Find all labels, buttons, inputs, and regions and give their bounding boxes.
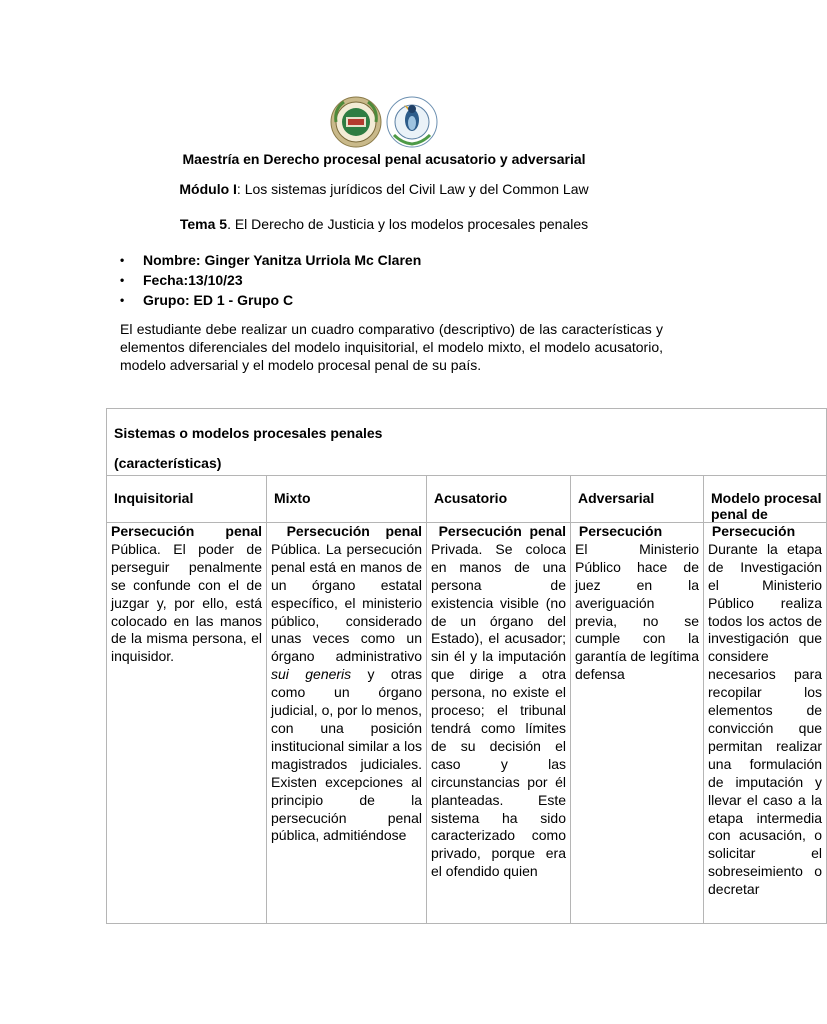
assignment-instructions: El estudiante debe realizar un cuadro comparativo (descriptivo) de las características y elementos diferenciales del modelo inquisitorial, el modelo mixto, el modelo acusatorio, modelo adversarial y el modelo procesal penal de su país.	[120, 321, 663, 373]
cell-lead: Persecución penal	[438, 523, 567, 539]
table-title-row	[107, 409, 827, 476]
table-title: Sistemas o modelos procesales penales	[114, 425, 383, 441]
program-title: Maestría en Derecho procesal penal acusatorio y adversarial	[182, 151, 586, 167]
cell-inquisitorial	[107, 523, 267, 924]
cell-mixto	[267, 523, 427, 924]
cell-lead: Persecución penal	[111, 523, 262, 539]
column-header-inquisitorial: Inquisitorial	[107, 476, 267, 523]
cell-modelo-procesal	[704, 523, 827, 924]
table-header-row	[107, 476, 827, 523]
module-text: : Los sistemas jurídicos del Civil Law y del Common Law	[236, 181, 589, 197]
cell-emphasis: sui generis	[271, 666, 352, 683]
cell-acusatorio	[427, 523, 571, 924]
cell-text: y otras como un órgano judicial, o, por lo menos, con una posición institucional similar a los magistrados judiciales. Existen excepciones al principio de la persecución penal pública, admitiéndose	[271, 666, 423, 844]
column-header-adversarial: Adversarial	[571, 476, 704, 523]
column-header-mixto: Mixto	[267, 476, 427, 523]
topic-line	[0, 216, 768, 232]
comparison-table-wrapper	[106, 408, 823, 922]
table-subtitle: (características)	[114, 455, 222, 471]
faculty-seal-logo	[386, 95, 438, 149]
cell-text: Pública. El poder de perseguir penalmente se confunde con el de juzgar y, por ello, está colocado en las manos de la misma persona, el inquisidor.	[111, 540, 262, 665]
table-title-cell	[107, 409, 827, 476]
submission-date: • Fecha:13/10/23	[120, 270, 421, 290]
cell-text: Durante la etapa de Investigación el Ministerio Público realiza todos los actos de investigación que considere necesarios para recopilar los elementos de convicción que permitan realizar una formulación de imputación y llevar el caso a la etapa intermedia con acusación, o solicitar el sobreseimiento o decretar	[708, 540, 823, 898]
cell-text: El Ministerio Público hace de juez en la averiguación previa, no se cumple con la garantía de legítima defensa	[575, 540, 699, 683]
topic-text: . El Derecho de Justicia y los modelos procesales penales	[227, 216, 589, 232]
student-name: • Nombre: Ginger Yanitza Urriola Mc Claren	[120, 250, 421, 270]
logos	[330, 95, 438, 151]
module-line	[0, 181, 768, 197]
comparison-table	[106, 408, 827, 924]
topic-label: Tema 5	[179, 216, 228, 232]
student-info-list	[120, 250, 421, 310]
cell-adversarial	[571, 523, 704, 924]
cell-lead: Persecución	[711, 523, 796, 539]
student-group: • Grupo: ED 1 - Grupo C	[120, 290, 421, 310]
module-label: Módulo I	[179, 181, 237, 197]
column-header-modelo-procesal: Modelo procesal penal de	[704, 476, 827, 523]
cell-lead: Persecución	[578, 523, 663, 539]
column-header-acusatorio: Acusatorio	[427, 476, 571, 523]
university-seal-logo	[330, 95, 382, 149]
table-row	[107, 523, 827, 924]
cell-text: Pública. La persecución penal está en manos de un órgano estatal específico, el ministerio público, considerado unas veces como un órgano administrativo	[271, 540, 422, 665]
cell-text: Privada. Se coloca en manos de una persona de existencia visible (no de un órgano del Estado), el acusador; sin él y la imputación que dirige a otra persona, no existe el proceso; el tribunal tendrá como límites de su decisión el caso y las circunstancias por él planteadas. Este sistema ha sido caracterizado como privado, porque era el ofendido quien	[431, 540, 566, 880]
cell-lead: Persecución penal	[286, 523, 423, 539]
